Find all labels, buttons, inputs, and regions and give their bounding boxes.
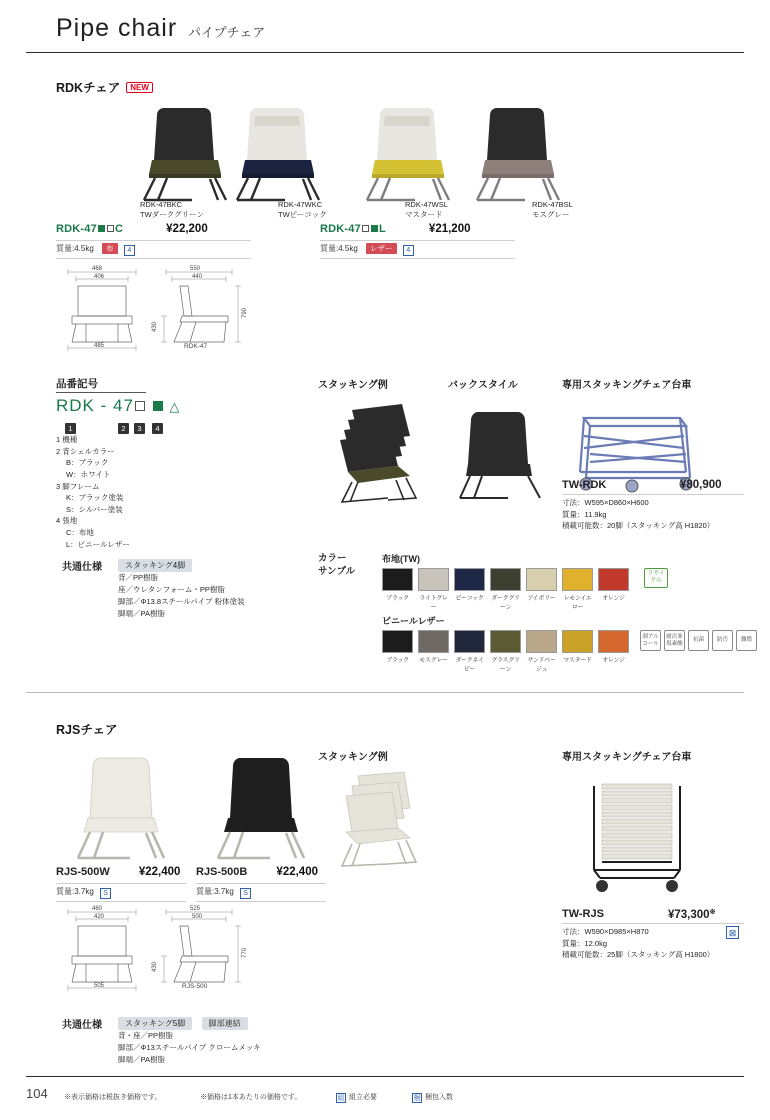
swatch-leather-0 bbox=[382, 630, 413, 673]
svg-text:500: 500 bbox=[192, 914, 203, 920]
kyotsu-rdk-line-4: 脚端／PA樹脂 bbox=[118, 609, 165, 618]
pill-stacking-5: スタッキング5脚 bbox=[118, 1017, 192, 1030]
chip-name-leather-0: ブラック bbox=[386, 658, 409, 664]
swatch-leather-2 bbox=[454, 630, 485, 673]
chair-image-rdk-47wkc bbox=[215, 100, 335, 205]
badge-flameretardant: 難燃 bbox=[736, 630, 757, 651]
divider-bottom bbox=[26, 1076, 744, 1077]
swatch-leather-4 bbox=[526, 630, 557, 673]
chair-code-3: RDK-47WSL マスタード bbox=[405, 200, 448, 220]
kyotsu-body-rdk bbox=[118, 572, 245, 620]
chair-code-4: RDK-47BSL モスグレー bbox=[532, 200, 573, 220]
swatch-cloth-6 bbox=[598, 568, 629, 611]
hinban-legend-line-7: S：シルバー塗装 bbox=[66, 504, 123, 514]
chip-name-cloth-1: ライトグレー bbox=[419, 596, 448, 611]
svg-text:406: 406 bbox=[94, 274, 105, 280]
svg-text:RDK-47: RDK-47 bbox=[184, 343, 208, 350]
hinban-legend-line-4: W：ホワイト bbox=[66, 469, 111, 479]
chair-image-rdk-47wsl bbox=[345, 100, 465, 205]
model-suffix-l: L bbox=[378, 223, 386, 235]
chip-leather-5 bbox=[562, 630, 593, 653]
cart-price-rjs-mark: ※ bbox=[709, 909, 716, 916]
footnote-1: ※表示価格は税抜き価格です。 bbox=[64, 1094, 162, 1101]
cart-divider-rdk bbox=[562, 494, 744, 495]
cart-spec-rjs-line-3: 積載可能数：25脚（スタッキング高 H1800） bbox=[562, 950, 715, 960]
hinban-number-4: 4 bbox=[152, 418, 163, 436]
cart-rjs-icon: ⊠ bbox=[726, 926, 739, 939]
cart-image-rjs bbox=[562, 766, 722, 906]
hinban-legend-line-3: B：ブラック bbox=[66, 458, 109, 468]
svg-text:770: 770 bbox=[242, 947, 248, 958]
hinban-box-white bbox=[135, 401, 145, 411]
kyotsu-rjs-line-1: 背・座／PP樹脂 bbox=[118, 1031, 174, 1040]
cloth-label: 布地(TW) bbox=[382, 554, 420, 564]
cart-spec-rdk-line-3: 積載可能数：20脚（スタッキング高 H1820） bbox=[562, 521, 715, 531]
hinban-underline bbox=[56, 392, 146, 393]
stack-icon-rdk-cloth: 4 bbox=[124, 245, 135, 256]
swatch-leather-5 bbox=[562, 630, 593, 673]
hinban-triangle: △ bbox=[169, 399, 181, 414]
chip-name-leather-3: グラスグリーン bbox=[491, 658, 520, 673]
kyotsu-pills-rdk bbox=[118, 555, 197, 573]
svg-text:460: 460 bbox=[92, 906, 103, 912]
hinban-title: 品番記号 bbox=[56, 378, 98, 390]
swatch-leather-1 bbox=[418, 630, 449, 673]
kyotsu-rdk-line-1: 背／PP樹脂 bbox=[118, 573, 159, 582]
chip-cloth-1 bbox=[418, 568, 449, 591]
kyotsu-title-rdk: 共通仕様 bbox=[62, 562, 102, 573]
kyotsu-body-rjs bbox=[118, 1030, 261, 1066]
chip-leather-4 bbox=[526, 630, 557, 653]
stack-icon-rjs-500b: S bbox=[240, 888, 251, 899]
chip-name-cloth-4: アイボリー bbox=[527, 596, 556, 602]
svg-text:430: 430 bbox=[152, 321, 158, 332]
badge-hypochlorous: 耐次亜塩素酸 bbox=[664, 630, 685, 651]
color-sample-title-line1: カラー bbox=[318, 553, 347, 564]
badge-alcohol: 制アルコール bbox=[640, 630, 661, 651]
section-title-rdk-label: RDKチェア bbox=[56, 81, 121, 95]
pill-stacking-4: スタッキング4脚 bbox=[118, 559, 192, 572]
svg-text:468: 468 bbox=[92, 266, 103, 272]
svg-text:525: 525 bbox=[190, 906, 201, 912]
hinban-number-2: 2 bbox=[118, 418, 129, 436]
page-number: 104 bbox=[26, 1086, 48, 1101]
cart-spec-rjs-line-2: 質量：12.0kg bbox=[562, 938, 608, 948]
swatch-cloth-5 bbox=[562, 568, 593, 611]
stacking-image-rdk bbox=[318, 398, 438, 508]
weight-rdk-cloth: 質量:4.5kg bbox=[56, 244, 94, 253]
kyotsu-rjs-line-3: 脚端／PA樹脂 bbox=[118, 1055, 165, 1064]
material-tag-cloth: 布 bbox=[102, 243, 118, 254]
divider-top bbox=[26, 52, 744, 53]
cloth-swatches bbox=[382, 568, 629, 611]
model-name-rdk-leather: RDK-47 bbox=[320, 223, 361, 235]
color-box-white-2 bbox=[362, 225, 369, 232]
model-row-rdk-cloth bbox=[56, 223, 208, 235]
material-tag-leather: レザー bbox=[366, 243, 397, 254]
chip-name-cloth-6: オレンジ bbox=[602, 596, 625, 602]
backstyle-image-rdk bbox=[448, 398, 558, 508]
weight-rjs-500w: 質量:3.7kg bbox=[56, 887, 94, 896]
chip-name-leather-4: サンドベージュ bbox=[527, 658, 556, 673]
chip-cloth-3 bbox=[490, 568, 521, 591]
chip-name-leather-2: ダークネイビー bbox=[455, 658, 484, 673]
packing-label: 梱包入数 bbox=[425, 1094, 453, 1101]
chip-name-leather-5: マスタード bbox=[563, 658, 592, 664]
model-name-rjs-500b: RJS-500B bbox=[196, 866, 248, 878]
kyotsu-title-rjs: 共通仕様 bbox=[62, 1020, 102, 1031]
cart-title-rjs: 専用スタッキングチェア台車 bbox=[562, 752, 692, 763]
chip-cloth-6 bbox=[598, 568, 629, 591]
footer-icon-assembly bbox=[336, 1092, 377, 1103]
swatch-leather-3 bbox=[490, 630, 521, 673]
swatch-cloth-0 bbox=[382, 568, 413, 611]
chip-cloth-4 bbox=[526, 568, 557, 591]
leather-label: ビニールレザー bbox=[382, 616, 445, 626]
chip-name-leather-6: オレンジ bbox=[602, 658, 625, 664]
hinban-legend-line-1: 1 機種 bbox=[56, 435, 78, 444]
cart-title-rdk: 専用スタッキングチェア台車 bbox=[562, 380, 692, 391]
cart-price-rdk: ¥80,900 bbox=[680, 479, 722, 491]
kyotsu-rdk-line-2: 座／ウレタンフォーム・PP樹脂 bbox=[118, 585, 225, 594]
hinban-number-3: 3 bbox=[134, 418, 145, 436]
model-suffix-c: C bbox=[114, 223, 124, 235]
color-box-green-1 bbox=[98, 225, 105, 232]
badge-stainproof: 防汚 bbox=[712, 630, 733, 651]
chip-leather-2 bbox=[454, 630, 485, 653]
leather-swatches bbox=[382, 630, 629, 673]
kyotsu-rjs-line-2: 脚部／Φ13スチールパイプ クロームメッキ bbox=[118, 1043, 261, 1052]
svg-text:430: 430 bbox=[152, 961, 158, 972]
stacking-title-rjs: スタッキング例 bbox=[318, 752, 388, 763]
swatch-cloth-2 bbox=[454, 568, 485, 611]
chip-leather-0 bbox=[382, 630, 413, 653]
stacking-image-rjs bbox=[318, 768, 448, 873]
section-title-rdk bbox=[56, 78, 153, 96]
weight-rjs-500b: 質量:3.7kg bbox=[196, 887, 234, 896]
spec-bar-rjs-500b bbox=[196, 883, 326, 902]
stacking-title-rdk: スタッキング例 bbox=[318, 380, 388, 391]
svg-text:RJS-500: RJS-500 bbox=[182, 983, 208, 990]
chip-leather-1 bbox=[418, 630, 449, 653]
packing-icon: 梱 bbox=[413, 1095, 421, 1102]
price-rjs-500b: ¥22,400 bbox=[276, 866, 318, 878]
chip-leather-3 bbox=[490, 630, 521, 653]
color-sample-title-line2: サンプル bbox=[318, 566, 356, 578]
chip-name-cloth-2: ピーコック bbox=[455, 596, 484, 602]
model-row-rjs-500b bbox=[196, 866, 318, 878]
cart-spec-rdk bbox=[562, 497, 714, 532]
cart-name-rjs: TW-RJS bbox=[562, 908, 604, 920]
backstyle-title-rdk: バックスタイル bbox=[448, 380, 518, 391]
svg-text:505: 505 bbox=[94, 983, 105, 989]
swatch-cloth-3 bbox=[490, 568, 521, 611]
cart-spec-rjs bbox=[562, 926, 714, 961]
model-row-rjs-500w bbox=[56, 866, 180, 878]
weight-rdk-leather: 質量:4.5kg bbox=[320, 244, 358, 253]
hinban-legend-line-2: 2 背シェルカラー bbox=[56, 446, 115, 456]
cart-spec-rdk-line-1: 寸法：W595×D860×H600 bbox=[562, 498, 649, 507]
badge-antibacterial: 抗菌 bbox=[688, 630, 709, 651]
chip-name-leather-1: モスグレー bbox=[419, 658, 448, 664]
chip-name-cloth-0: ブラック bbox=[386, 596, 409, 602]
model-row-rdk-leather bbox=[320, 223, 471, 235]
hinban-legend-line-9: C：布地 bbox=[66, 528, 94, 537]
cart-name-rdk: TW-RDK bbox=[562, 479, 607, 491]
chip-name-cloth-3: ダークグリーン bbox=[491, 596, 520, 611]
spec-bar-rjs-500w bbox=[56, 883, 186, 902]
recycle-badge: リサイクル bbox=[644, 568, 668, 588]
chair-code-1: RDK-47BKC TWダークグリーン bbox=[140, 200, 205, 220]
dimension-drawing-rdk bbox=[56, 262, 256, 357]
swatch-leather-6 bbox=[598, 630, 629, 673]
pill-leg-link: 脚部連結 bbox=[202, 1017, 248, 1030]
spec-bar-rdk-cloth bbox=[56, 240, 251, 259]
chair-code-2: RDK-47WKC TWピーコック bbox=[278, 200, 327, 220]
price-rdk-leather: ¥21,200 bbox=[428, 223, 471, 235]
section-title-rjs: RJSチェア bbox=[56, 723, 118, 737]
chip-leather-6 bbox=[598, 630, 629, 653]
divider-middle bbox=[26, 692, 744, 693]
color-sample-title bbox=[318, 552, 355, 579]
swatch-cloth-4 bbox=[526, 568, 557, 611]
hinban-number-1: 1 bbox=[65, 418, 76, 436]
stack-icon-rdk-leather: 4 bbox=[403, 245, 414, 256]
cart-price-rjs-value: ¥73,300 bbox=[668, 909, 710, 921]
new-badge: NEW bbox=[126, 82, 153, 93]
svg-text:790: 790 bbox=[242, 307, 248, 318]
price-rdk-cloth: ¥22,200 bbox=[166, 223, 208, 235]
footnote-2: ※価格は1本あたりの価格です。 bbox=[200, 1094, 302, 1101]
cart-spec-rdk-line-2: 質量：11.9kg bbox=[562, 509, 607, 519]
svg-text:550: 550 bbox=[190, 266, 201, 272]
chair-image-rjs-500b bbox=[196, 748, 326, 868]
assembly-label: 組立必要 bbox=[349, 1094, 377, 1101]
color-box-white-1 bbox=[107, 225, 114, 232]
stack-icon-rjs-500w: S bbox=[100, 888, 111, 899]
hinban-legend-line-8: 4 張地 bbox=[56, 516, 78, 526]
svg-text:440: 440 bbox=[192, 274, 203, 280]
leather-feature-badges bbox=[640, 630, 757, 651]
dimension-drawing-rjs bbox=[56, 902, 266, 997]
chip-name-cloth-5: レモンイエロー bbox=[563, 596, 592, 611]
footer-icon-packing bbox=[412, 1092, 453, 1103]
model-name-rdk-cloth: RDK-47 bbox=[56, 223, 97, 235]
chair-image-rdk-47bsl bbox=[455, 100, 575, 205]
cart-price-rjs bbox=[668, 908, 715, 921]
page-title-jp: パイプチェア bbox=[188, 25, 266, 40]
hinban-legend-line-6: K：ブラック塗装 bbox=[66, 493, 124, 503]
cart-divider-rjs bbox=[562, 923, 744, 924]
hinban-legend-line-5: 3 脚フレーム bbox=[56, 481, 100, 491]
cart-spec-rjs-line-1: 寸法：W590×D985×H870 bbox=[562, 927, 649, 936]
svg-text:485: 485 bbox=[94, 343, 105, 349]
hinban-code bbox=[56, 396, 180, 416]
kyotsu-rdk-line-3: 脚部／Φ13.8スチールパイプ 粉体塗装 bbox=[118, 597, 245, 606]
svg-text:420: 420 bbox=[94, 914, 105, 920]
chip-cloth-5 bbox=[562, 568, 593, 591]
swatch-cloth-1 bbox=[418, 568, 449, 611]
hinban-legend-line-10: L：ビニールレザー bbox=[66, 539, 130, 549]
model-name-rjs-500w: RJS-500W bbox=[56, 866, 110, 878]
color-box-green-2 bbox=[371, 225, 378, 232]
page-title: Pipe chair bbox=[56, 14, 178, 42]
kyotsu-pills-rjs bbox=[118, 1013, 253, 1031]
assembly-icon: 組 bbox=[337, 1095, 345, 1102]
hinban-code-prefix: RDK - 47 bbox=[56, 396, 134, 415]
chip-cloth-2 bbox=[454, 568, 485, 591]
spec-bar-rdk-leather bbox=[320, 240, 515, 259]
chip-cloth-0 bbox=[382, 568, 413, 591]
hinban-legend bbox=[56, 434, 130, 550]
price-rjs-500w: ¥22,400 bbox=[138, 866, 181, 878]
hinban-box-green bbox=[153, 401, 163, 411]
chair-image-rjs-500w bbox=[56, 748, 186, 868]
